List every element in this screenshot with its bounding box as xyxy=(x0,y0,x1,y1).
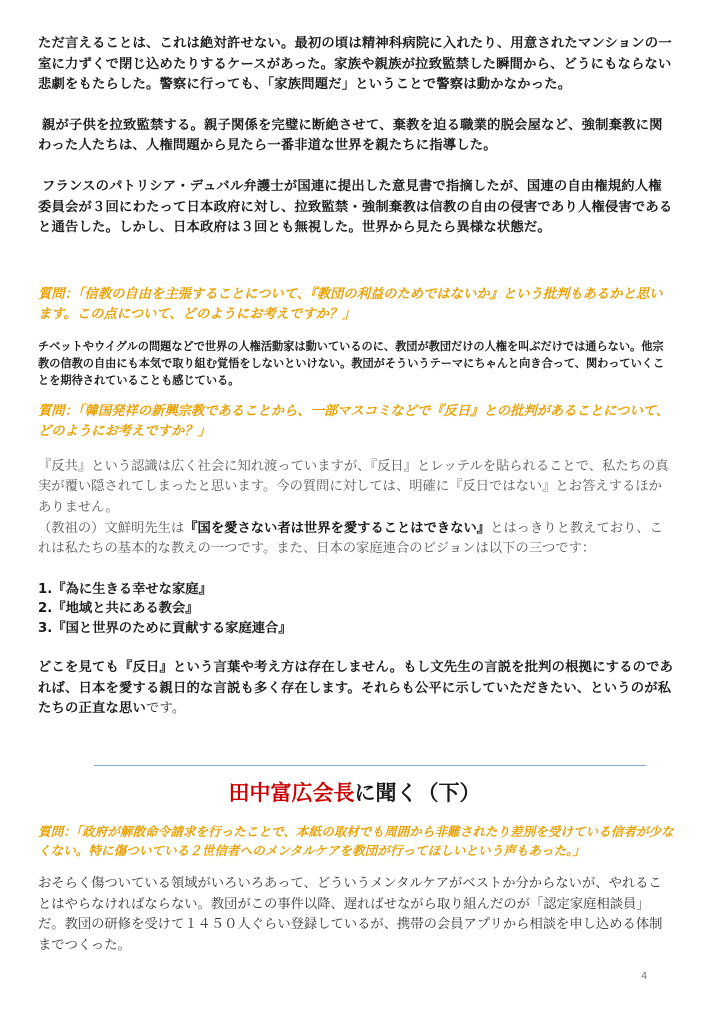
page-number: 4 xyxy=(641,971,648,982)
paragraph-3: フランスのパトリシア・デュバル弁護士が国連に提出した意見書で指摘したが、国連の自由権規約人権委員会が３回にわたって日本政府に対し、拉致監禁・強制棄教は信教の自由の侵害であり人権侵害であると通告した。しかし、日本政府は３回とも無視した。世界から見たら異様な状態だ。 xyxy=(38,178,673,236)
vision-item-1: 1.『為に生きる幸せな家庭』 xyxy=(38,581,212,597)
section-divider xyxy=(94,765,646,766)
question-2: 質問：「韓国発祥の新興宗教であることから、一部マスコミなどで『反日』との批判があることについて、どのようにお考えですか？」 xyxy=(38,403,670,440)
document-body-lower xyxy=(38,822,674,956)
document-body xyxy=(38,34,674,720)
vision-list xyxy=(38,580,674,639)
paragraph-2: 親が子供を拉致監禁する。親子関係を完璧に断絶させて、棄教を迫る職業的脱会屋など、強制棄教に関わった人たちは、人権問題から見たら一番非道な世界を親たちに指導した。 xyxy=(38,117,663,154)
question-1: 質問：「信教の自由を主張することについて、『教団の利益のためではないか』という批判もあるかと思います。この点について、どのようにお考えですか？」 xyxy=(38,286,663,323)
closing-tail: です。 xyxy=(145,701,186,717)
vision-item-2: 2.『地域と共にある教会』 xyxy=(38,601,199,617)
answer-2-post: とはっきりと教えており、これは私たちの基本的な教えの一つです。また、日本の家庭連合のビジョンは以下の三つです： xyxy=(38,520,663,557)
answer-2-pre: （教祖の）文鮮明先生は xyxy=(38,520,185,536)
answer-2-part1: 『反共』という認識は広く社会に知れ渡っていますが、『反日』とレッテルを貼られることで、私たちの真実が覆い隠されてしまったと思います。今の質問に対しては、明確に『反日ではない』とお答えするほかありません。 xyxy=(38,458,669,515)
closing-bold: どこを見ても『反日』という言葉や考え方は存在しません。もし文先生の言説を批判の根拠にするのであれば、日本を愛する親日的な言説も多く存在します。それらも公平に示していただきたい、というのが私たちの正直な思い xyxy=(38,660,674,717)
paragraph-1: ただ言えることは、これは絶対許せない。最初の頃は精神科病院に入れたり、用意されたマンションの一室に力ずくで閉じ込めたりするケースがあった。家族や親族が拉致監禁した瞬間から、どうにもならない悲劇をもたらした。警察に行っても、「家族問題だ」ということで警察は動かなかった。 xyxy=(38,36,672,93)
heading-name: 田中富広会長 xyxy=(228,781,355,805)
answer-3: おそらく傷ついている領域がいろいろあって、どういうメンタルケアがベストか分からないが、やれることはやらなければならない。教団がこの事件以降、遅ればせながら取り組んだのが「認定家庭相談員」だ。教団の研修を受けて１４５０人ぐらい登録しているが、携帯の会員アプリから相談を申し込める体制までつくった。 xyxy=(38,876,663,953)
closing-paragraph xyxy=(38,658,674,720)
section-heading xyxy=(0,779,709,807)
answer-2-part2 xyxy=(38,519,674,560)
answer-1: チベットやウイグルの問題などで世界の人権活動家は動いているのに、教団が教団だけの人権を叫ぶだけでは通らない。他宗教の信教の自由にも本気で取り組む覚悟をしないといけない。教団がそういうテーマにちゃんと向き合って、関わっていくことを期待されていることも感じている。 xyxy=(38,339,665,388)
answer-2-quote: 『国を愛さない者は世界を愛することはできない』 xyxy=(184,520,491,536)
heading-rest: に聞く（下） xyxy=(354,781,481,805)
question-3: 質問：「政府が解散命令請求を行ったことで、本紙の取材でも周囲から非難されたり差別を受けている信者が少なくない。特に傷ついている２世信者へのメンタルケアを教団が行ってほしいという声もあった。」 xyxy=(38,824,674,858)
vision-item-3: 3.『国と世界のために貢献する家庭連合』 xyxy=(38,620,292,636)
